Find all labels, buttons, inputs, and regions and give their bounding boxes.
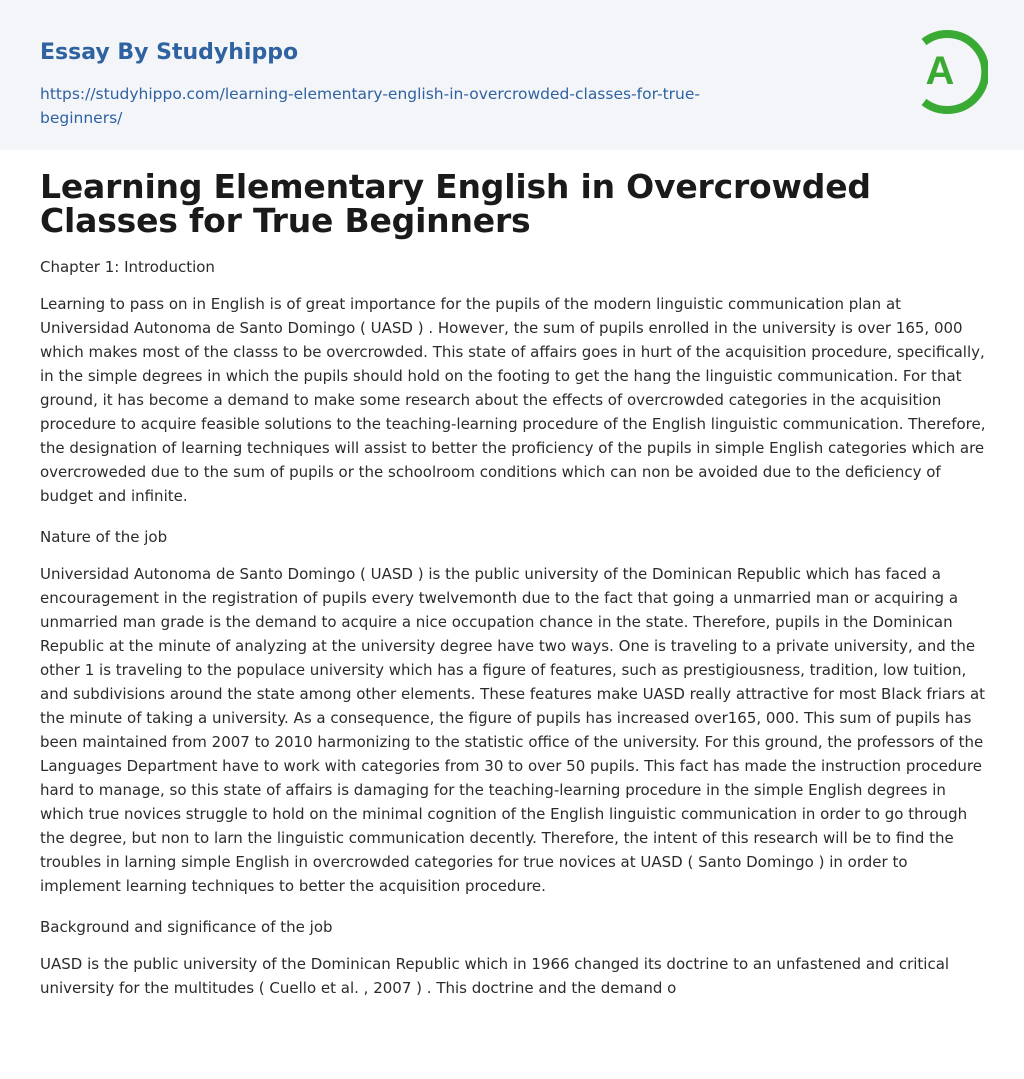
site-header [0,0,1024,150]
paragraph-3: UASD is the public university of the Dominican Republic which in 1966 changed its doctrine to an unfastened and critical university for the multitudes ( Cuello et al. , 2007 ) . This doctrine and the demand o [40,955,950,997]
logo-letter: A [925,49,955,93]
studyhippo-logo-icon[interactable] [900,28,988,116]
article-url-link[interactable]: https://studyhippo.com/learning-elementary-english-in-overcrowded-classes-for-true-beginners/ [40,85,700,127]
paragraph-2: Universidad Autonoma de Santo Domingo ( UASD ) is the public university of the Dominican Republic which has faced a encouragement in the registration of pupils every twelvemonth due to the fact that going a unmarried man or acquiring a unmarried man grade is the demand to acquire a nice occupation chance in the state. Therefore, pupils in the Dominican Republic at the minute of analyzing at the university degree have two ways. One is traveling to a private university, and the other 1 is traveling to the populace university which has a figure of features, such as prestigiousness, tradition, low tuition, and subdivisions around the state among other elements. These features make UASD really attractive for most Black friars at the minute of taking a university. As a consequence, the figure of pupils has increased over165, 000. This sum of pupils has been maintained from 2007 to 2010 harmonizing to the statistic office of the university. For this ground, the professors of the Languages Department have to work with categories from 30 to over 50 pupils. This fact has made the instruction procedure hard to manage, so this state of affairs is damaging for the teaching-learning procedure in the simple English degrees in which true novices struggle to hold on the minimal cognition of the English linguistic communication in order to go through the degree, but non to larn the linguistic communication decently. Therefore, the intent of this research will be to find the troubles in larning simple English in overcrowded categories for true novices at UASD ( Santo Domingo ) in order to implement learning techniques to better the acquisition procedure. [40,565,986,895]
section-heading-nature: Nature of the job [40,528,168,546]
article-title: Learning Elementary English in Overcrowded Classes for True Beginners [40,167,871,240]
chapter-heading: Chapter 1: Introduction [40,258,215,276]
section-heading-background: Background and significance of the job [40,918,333,936]
paragraph-1: Learning to pass on in English is of great importance for the pupils of the modern linguistic communication plan at Universidad Autonoma de Santo Domingo ( UASD ) . However, the sum of pupils enrolled in the university is over 165, 000 which makes most of the classs to be overcrowded. This state of affairs goes in hurt of the acquisition procedure, specifically, in the simple degrees in which the pupils should hold on the footing to get the hang the linguistic communication. For that ground, it has become a demand to make some research about the effects of overcrowded categories in the acquisition procedure to acquire feasible solutions to the teaching-learning procedure of the English linguistic communication. Therefore, the designation of learning techniques will assist to better the proficiency of the pupils in simple English categories which are overcroweded due to the sum of pupils or the schoolroom conditions which can non be avoided due to the deficiency of budget and infinite. [40,295,986,505]
article [40,167,986,1000]
brand-title[interactable]: Essay By Studyhippo [40,40,299,65]
